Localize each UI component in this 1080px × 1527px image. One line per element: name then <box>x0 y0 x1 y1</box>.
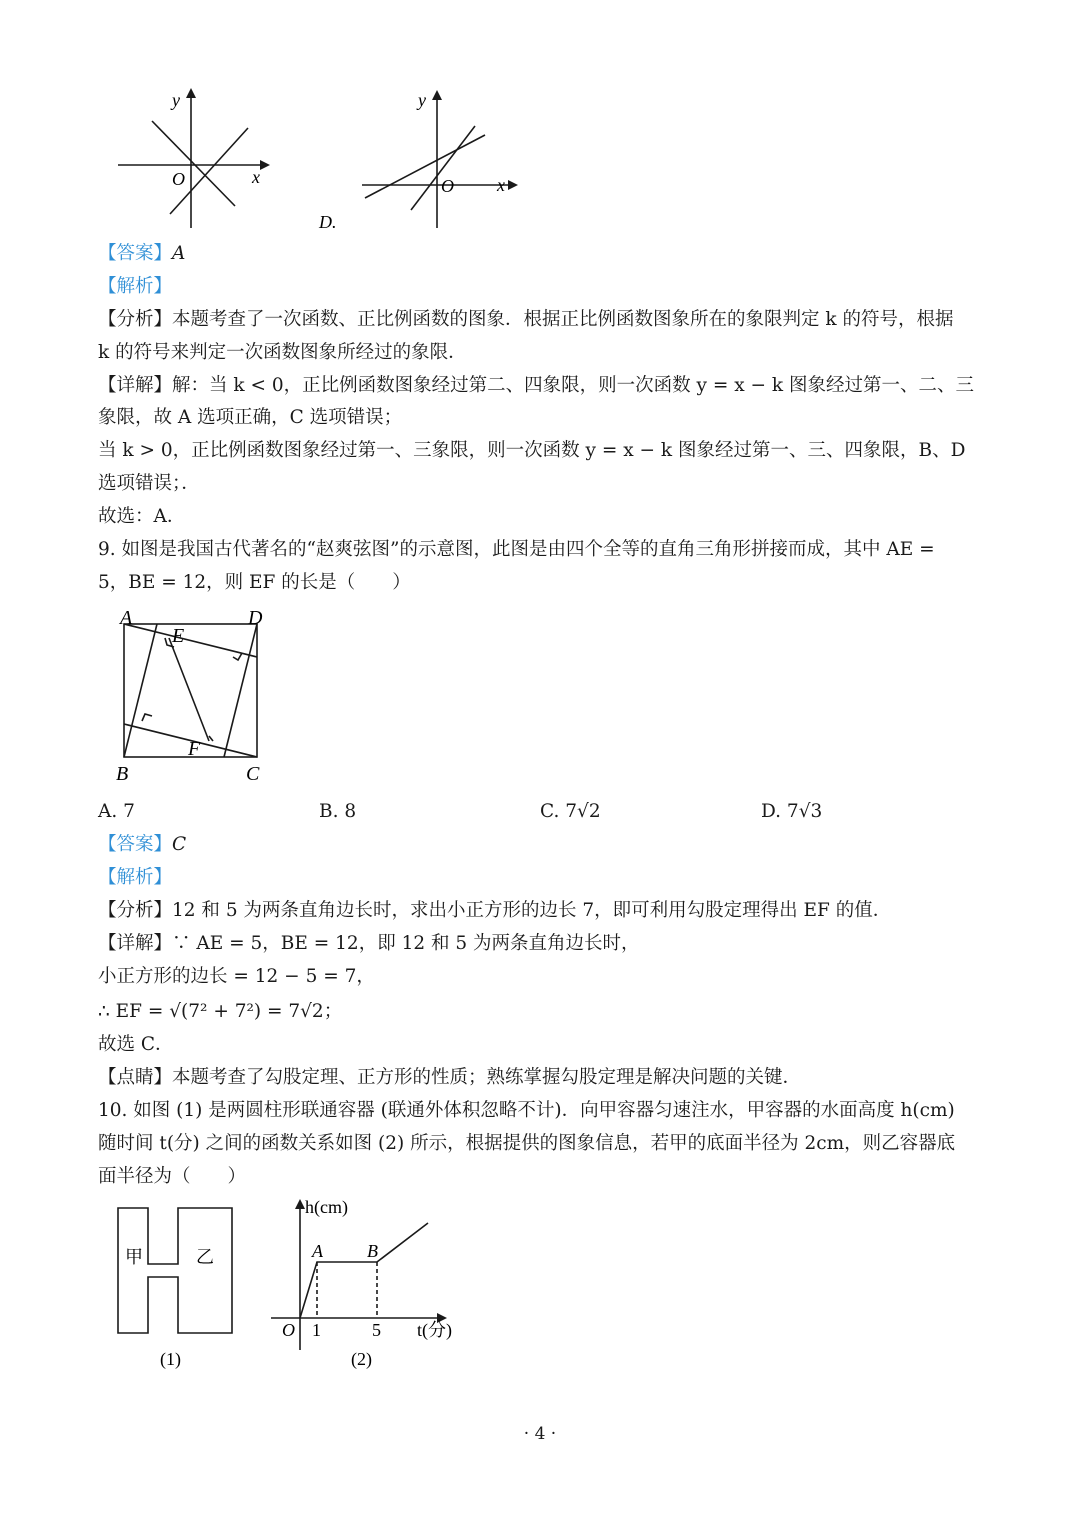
graph-c-y-label: y <box>172 90 180 110</box>
graph-d-y-label: y <box>418 90 426 110</box>
q9-option-a[interactable]: A. 7 <box>98 801 135 822</box>
point-a-label: A <box>312 1241 323 1261</box>
q9-detail-line-1: 【详解】∵ AE = 5，BE = 12，即 12 和 5 为两条直角边长时， <box>98 933 640 954</box>
zhaoshuang-diagram <box>110 600 280 790</box>
vertex-d-label: D <box>248 607 263 629</box>
q8-fenxi-line-2: k 的符号来判定一次函数图象所经过的象限． <box>98 342 467 363</box>
q9-detail-line-2: 小正方形的边长 = 12 − 5 = 7， <box>98 966 375 987</box>
q9-choose: 故选 C． <box>98 1034 174 1055</box>
graph-option-c <box>110 88 280 233</box>
water-height-graph <box>265 1195 465 1375</box>
vertex-c-label: C <box>246 763 260 785</box>
q9-option-c[interactable]: C. 7√2 <box>540 801 601 822</box>
connected-containers-figure <box>110 1200 250 1375</box>
tick-1-label: 1 <box>312 1320 321 1340</box>
graph-d-x-label: x <box>497 175 505 195</box>
vertex-e-label: E <box>172 625 185 647</box>
graph-c-x-label: x <box>252 167 260 187</box>
q10-stem-line-2: 随时间 t(分) 之间的函数关系如图 (2) 所示，根据提供的图象信息，若甲的底面半径为 2cm，则乙容器底 <box>98 1133 956 1154</box>
answer-value: A <box>172 243 186 264</box>
graph-c-origin-label: O <box>172 169 185 189</box>
graph-option-d <box>310 88 530 238</box>
point-b-label: B <box>367 1241 378 1261</box>
figure-2-caption: (2) <box>351 1349 372 1369</box>
graph-origin-label: O <box>282 1320 295 1340</box>
q9-stem-line-1: 9. 如图是我国古代著名的“赵爽弦图”的示意图，此图是由四个全等的直角三角形拼接而成，其中 AE = <box>98 539 935 560</box>
answer-tag: 【答案】 <box>98 243 173 264</box>
q9-detail-line-3: ∴ EF = √(7² + 7²) = 7√2； <box>98 1001 343 1022</box>
q8-detail-line-3: 当 k > 0，正比例函数图象经过第一、三象限，则一次函数 y = x − k 图象经过第一、三、四象限，B、D <box>98 440 966 461</box>
q8-analysis-heading: 【解析】 <box>98 276 173 297</box>
q10-stem-line-3: 面半径为（ ） <box>98 1166 247 1187</box>
q8-choose: 故选：A． <box>98 506 186 527</box>
vertex-b-label: B <box>116 763 129 785</box>
graph-d-option-label: D. <box>319 212 337 232</box>
q10-stem-line-1: 10. 如图 (1) 是两圆柱形联通容器 (联通外体积忽略不计)．向甲容器匀速注水，甲容器的水面高度 h(cm) <box>98 1100 955 1121</box>
q8-answer <box>98 242 185 266</box>
q9-stem-line-2: 5，BE = 12，则 EF 的长是（ ） <box>98 572 411 593</box>
vertex-f-label: F <box>188 738 201 760</box>
container-jia-label: 甲 <box>125 1247 143 1267</box>
q8-detail-line-2: 象限，故 A 选项正确，C 选项错误； <box>98 407 403 428</box>
figure-1-caption: (1) <box>160 1349 181 1369</box>
page-number: · 4 · <box>523 1424 557 1444</box>
q8-fenxi-line-1: 【分析】本题考查了一次函数、正比例函数的图象．根据正比例函数图象所在的象限判定 k 的符号，根据 <box>98 309 954 330</box>
container-yi-label: 乙 <box>196 1247 214 1267</box>
graph-x-axis-label: t(分) <box>417 1320 452 1340</box>
q9-analysis-heading: 【解析】 <box>98 867 173 888</box>
tick-5-label: 5 <box>372 1320 381 1340</box>
q8-detail-line-4: 选项错误；． <box>98 473 200 494</box>
vertex-a-label: A <box>120 607 133 629</box>
q9-fenxi: 【分析】12 和 5 为两条直角边长时，求出小正方形的边长 7，即可利用勾股定理得出 EF 的值． <box>98 900 892 921</box>
graph-y-axis-label: h(cm) <box>305 1197 348 1217</box>
q9-option-d[interactable]: D. 7√3 <box>761 801 823 822</box>
q9-dianjing: 【点睛】本题考查了勾股定理、正方形的性质；熟练掌握勾股定理是解决问题的关键． <box>98 1067 802 1088</box>
q9-option-b[interactable]: B. 8 <box>319 801 357 822</box>
graph-d-origin-label: O <box>441 176 454 196</box>
q8-detail-line-1: 【详解】解：当 k < 0，正比例函数图象经过第二、四象限，则一次函数 y = x − k 图象经过第一、二、三 <box>98 375 975 396</box>
q9-answer: 【答案】C <box>98 834 187 855</box>
